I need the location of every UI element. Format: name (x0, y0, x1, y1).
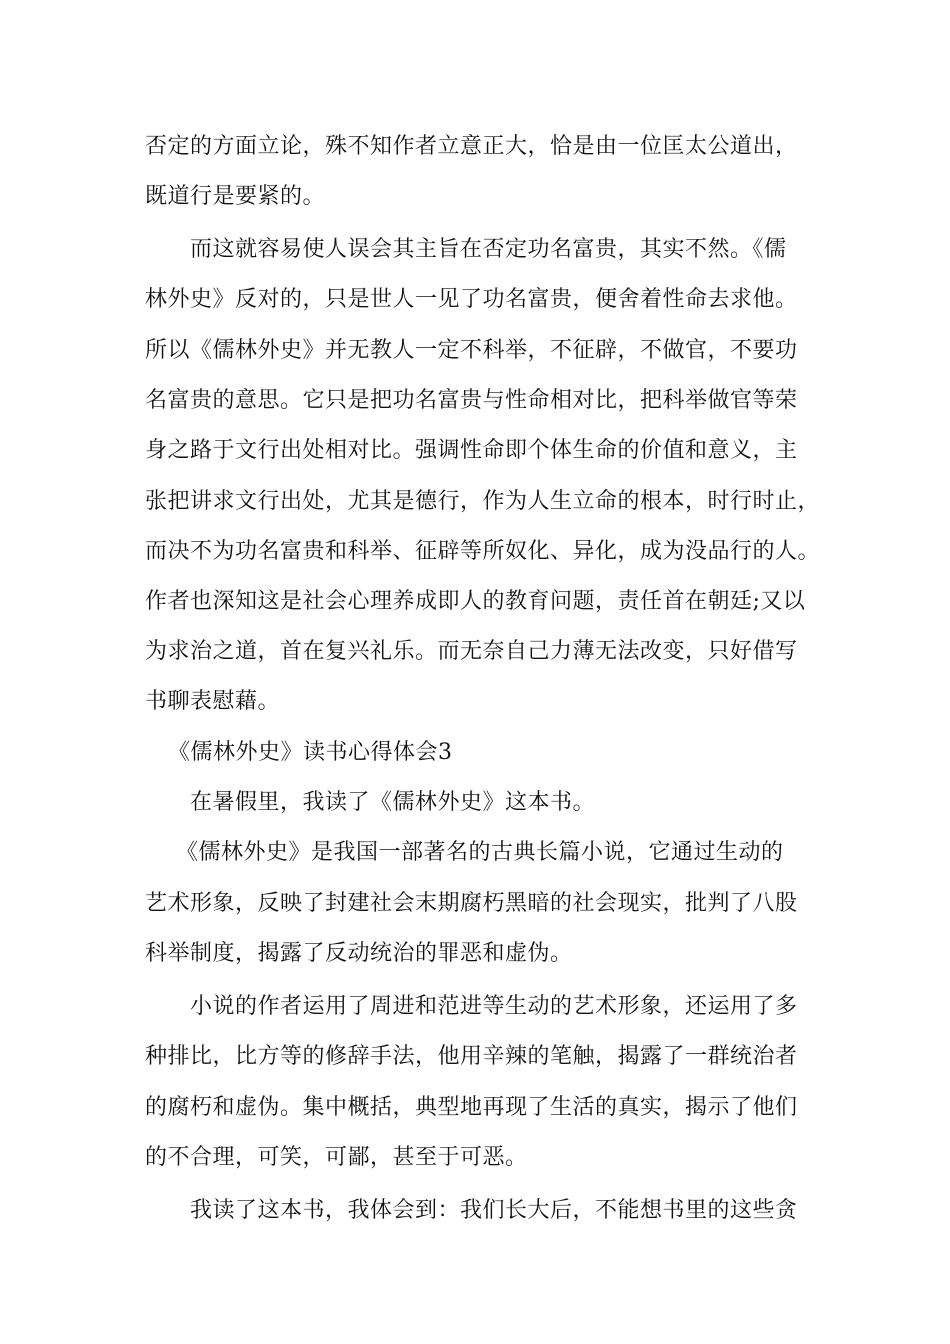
paragraph-start-line: 我读了这本书，我体会到：我们长大后，不能想书里的这些贪 (190, 1198, 798, 1223)
text-line: 所以《儒林外史》并无教人一定不科举，不征辟，不做官，不要功 (145, 338, 798, 363)
text-line: 名富贵的意思。它只是把功名富贵与性命相对比，把科举做官等荣 (145, 388, 798, 413)
section-heading: 《儒林外史》读书心得体会3 (168, 740, 453, 765)
text-line: 作者也深知这是社会心理养成即人的教育问题，责任首在朝廷;又以 (145, 589, 806, 614)
text-line: 科举制度，揭露了反动统治的罪恶和虚伪。 (145, 941, 573, 966)
text-line: 林外史》反对的，只是世人一见了功名富贵，便舍着性命去求他。 (145, 287, 798, 312)
text-line: 否定的方面立论，殊不知作者立意正大，恰是由一位匡太公道出， (145, 134, 798, 159)
paragraph-start-line: 小说的作者运用了周进和范进等生动的艺术形象，还运用了多 (190, 994, 798, 1019)
text-line: 的腐朽和虚伪。集中概括，典型地再现了生活的真实，揭示了他们 (145, 1095, 798, 1120)
paragraph-start-line: 在暑假里，我读了《儒林外史》这本书。 (190, 790, 596, 815)
text-line: 种排比，比方等的修辞手法，他用辛辣的笔触，揭露了一群统治者 (145, 1044, 798, 1069)
text-line: 的不合理，可笑，可鄙，甚至于可恶。 (145, 1145, 528, 1170)
paragraph-start-line: 而这就容易使人误会其主旨在否定功名富贵，其实不然。《儒 (190, 237, 787, 262)
text-line: 为求治之道，首在复兴礼乐。而无奈自己力薄无法改变，只好借写 (145, 639, 798, 664)
text-line: 书聊表慰藉。 (145, 689, 281, 714)
text-line: 而决不为功名富贵和科举、征辟等所奴化、异化，成为没品行的人。 (145, 539, 821, 564)
text-line: 艺术形象，反映了封建社会末期腐朽黑暗的社会现实，批判了八股 (145, 891, 798, 916)
text-line: 既道行是要紧的。 (145, 184, 326, 209)
paragraph-start-line: 《儒林外史》是我国一部著名的古典长篇小说，它通过生动的 (176, 840, 784, 865)
text-line: 身之路于文行出处相对比。强调性命即个体生命的价值和意义，主 (145, 438, 798, 463)
text-line: 张把讲求文行出处，尤其是德行，作为人生立命的根本，时行时止， (145, 489, 821, 514)
